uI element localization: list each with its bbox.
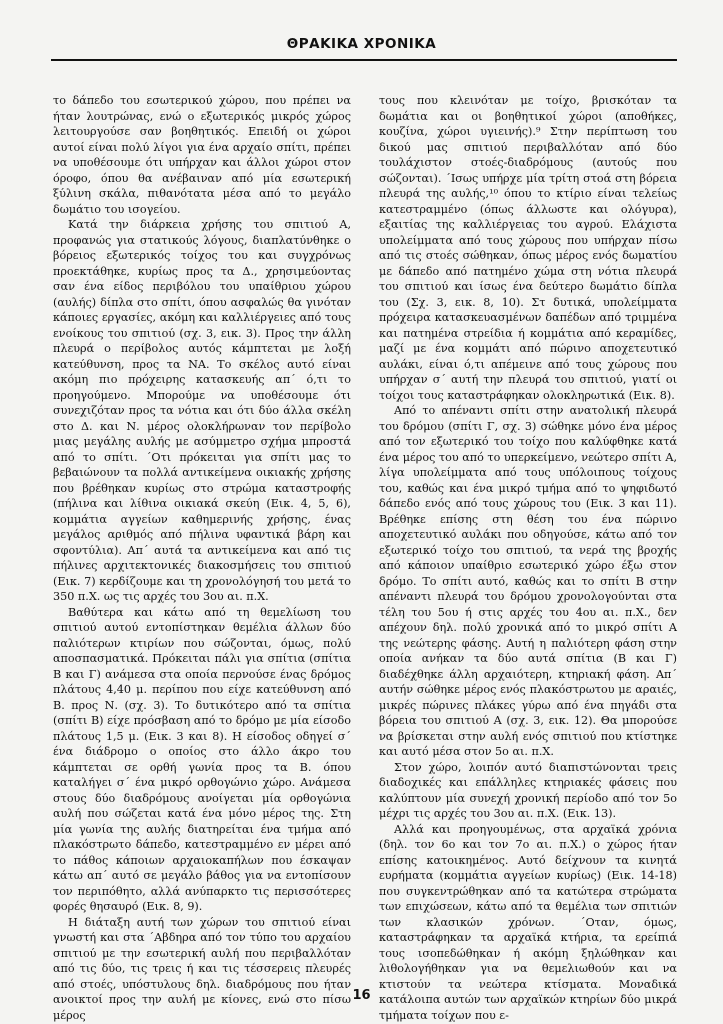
left-column	[53, 93, 351, 1022]
paragraph: Κατά την διάρκεια χρήσης του σπιτιού Α, προφανώς για στατικούς λόγους, διαπλατύνθηκε ο βόρειος εξωτερικός τοίχος του και συγχρόνως προεκτάθηκε, κυρίως προς τα Δ., χρησιμεύοντας σαν ένα είδος περιβόλου του υπαίθριου χώρου (αυλής) δίπλα στο σπίτι, όπου ασφαλώς θα γινόταν κάποιες εργασίες, ακόμη και καλλιέργειες από τους ενοίκους του σπιτιού (σχ. 3, εικ. 3). Προς την άλλη πλευρά ο περίβολος αυτός κάμπτεται με λοξή κατεύθυνση, προς τα ΝΑ. Το σκέλος αυτό είναι ακόμη πιο πρόχειρης κατασκευής απ΄ ό,τι το προηγούμενο. Μπορούμε να υποθέσουμε ότι συνεχιζόταν προς τα νότια και ότι δύο άλλα σκέλη στο Δ. και Ν. μέρος ολοκλήρωναν τον περίβολο μιας μεγάλης αυλής με ασύμμετρο σχήμα μπροστά από το σπίτι. ΄Οτι πρόκειται για σπίτι μας το βεβαιώνουν τα πολλά αντικείμενα οικιακής χρήσης που βρέθηκαν κυρίως στο στρώμα καταστροφής (πήλινα και λίθινα οικιακά σκεύη (Εικ. 4, 5, 6), κομμάτια αγγείων καθημερινής χρήσης, ένας μεγάλος αριθμός από πήλινα υφαντικά βάρη και σφοντύλια). Απ΄ αυτά τα αντικείμενα και από τις πήλινες αρχιτεκτονικές διακοσμήσεις του σπιτιού (Εικ. 7) κερδίζουμε και τη χρονολόγησή του μετά το 350 π.Χ. ως τις αρχές του 3ου αι. π.Χ.	[53, 218, 351, 603]
paragraph: Η διάταξη αυτή των χώρων του σπιτιού είναι γνωστή και στα ΄Αβδηρα από τον τύπο του αρχαίου σπιτιού με την εσωτερική αυλή που περιβαλλόταν από τις δύο, τις τρεις ή και τις τέσσερεις πλευρές από στοές, υπόστυλους δηλ. διαδρόμους που ήταν ανοικτοί προς την αυλή με κίονες, ενώ στο πίσω μέρος	[53, 915, 351, 1022]
paragraph: το δάπεδο του εσωτερικού χώρου, που πρέπει να ήταν λουτρώνας, ενώ ο εξωτερικός μικρός χώρος λειτουργούσε σαν βοηθητικός. Επειδή οι χώροι αυτοί είναι πολύ λίγοι για ένα αρχαίο σπίτι, πρέπει να υποθέσουμε ότι υπήρχαν και άλλοι χώροι στον όροφο, όπου θα ανέβαιναν από μία εσωτερική ξύλινη σκάλα, πιθανότατα μέσα από το μεγάλο δωμάτιο του ισογείου.	[53, 94, 351, 216]
paragraph: τους που κλεινόταν με τοίχο, βρισκόταν τα δωμάτια και οι βοηθητικοί χώροι (αποθήκες, κουζίνα, χώροι υγιεινής).⁹ Στην περίπτωση του δικού μας σπιτιού περιβαλλόταν από δύο τουλάχιστον στοές-διαδρόμους (αυτούς που σώζονται). ΄Ισως υπήρχε μία τρίτη στοά στη βόρεια πλευρά της αυλής,¹⁰ όπου το κτίριο είναι τελείως κατεστραμμένο (όπως άλλωστε και ολόγυρα), εξαιτίας της καλλιέργειας του αγρού. Ελάχιστα υπολείμματα από τους χώρους που υπήρχαν πίσω από τις στοές σώθηκαν, όπως μέρος ενός δωματίου με δάπεδο από πατημένο χώμα στη νότια πλευρά του σπιτιού και ίσως ένα δεύτερο δωμάτιο δίπλα του (Σχ. 3, εικ. 8, 10). Στ δυτικά, υπολείμματα πρόχειρα κατασκευασμένων δαπέδων από τριμμένα και πατημένα στρείδια ή κομμάτια από κεραμίδες, μαζί με ένα κομμάτι από πώρινο αποχετευτικό αυλάκι, είναι ό,τι απέμεινε από τους χώρους που υπήρχαν σ΄ αυτή την πλευρά του σπιτιού, γιατί οι τοίχοι τους καταστράφηκαν ολοκληρωτικά (Εικ. 8).	[379, 94, 677, 402]
paragraph: Στον χώρο, λοιπόν αυτό διαπιστώνονται τρεις διαδοχικές και επάλληλες κτηριακές φάσεις που καλύπτουν μία συνεχή χρονική περίοδο από τον 5ο μέχρι τις αρχές του 3ου αι. π.Χ. (Εικ. 13).	[379, 760, 677, 820]
running-header: ΘΡΑΚΙΚΑ ΧΡΟΝΙΚΑ	[286, 36, 437, 52]
header-rule	[51, 59, 677, 61]
paragraph: Αλλά και προηγουμένως, στα αρχαϊκά χρόνια (δηλ. τον 6ο και τον 7ο αι. π.Χ.) ο χώρος ήταν επίσης κατοικημένος. Αυτό δείχνουν τα κινητά ευρήματα (κομμάτια αγγείων κυρίως) (Εικ. 14-18) που συγκεντρώθηκαν από τα κατώτερα στρώματα των επιχώσεων, κάτω από τα θεμέλια των σπιτιών των κλασικών χρόνων. ΄Οταν, όμως, καταστράφηκαν τα αρχαϊκά κτήρια, τα ερείπιά τους ισοπεδώθηκαν ή ακόμη ξηλώθηκαν και λιθολογήθηκαν για να θεμελιωθούν και να κτιστούν τα νεώτερα κτίσματα. Μοναδικά κατάλοιπα αυτών των αρχαϊκών κτηρίων δύο μικρά τμήματα τοίχων που ε-	[379, 822, 677, 1022]
right-column	[379, 93, 678, 1022]
page-number: 16	[352, 988, 371, 1003]
paragraph: Από το απέναντι σπίτι στην ανατολική πλευρά του δρόμου (σπίτι Γ, σχ. 3) σώθηκε μόνο ένα μέρος από τον εξωτερικό του τοίχο που καλύφθηκε κατά ένα μέρος του από το υπερκείμενο, νεώτερο σπίτι Α, λίγα υπολείμματα από τους υπόλοιπους τοίχους του, καθώς και ένα μικρό τμήμα από το ψηφιδωτό δάπεδο ενός από τους χώρους του (Εικ. 3 και 11). Βρέθηκε επίσης στη θέση του ένα πώρινο αποχετευτικό αυλάκι που οδηγούσε, κάτω από τον εξωτερικό τοίχο του σπιτιού, τα νερά της βροχής από κάποιον υπαίθριο εσωτερικό χώρο έξω στον δρόμο. Το σπίτι αυτό, καθώς και το σπίτι Β στην απέναντι πλευρά του δρόμου χρονολογούνται στα τέλη του 5ου ή στις αρχές του 4ου αι. π.Χ., δεν απέχουν δηλ. πολύ χρονικά από το μικρό σπίτι Α της νεώτερης φάσης. Αυτή η παλιότερη φάση στην οποία ανήκαν τα δύο αυτά σπίτια (Β και Γ) διαδέχθηκε άλλη αρχαιότερη, κτηριακή φάση. Απ΄ αυτήν σώθηκε μέρος ενός πλακόστρωτου με αραιές, μικρές πώρινες πλάκες γύρω από ένα πηγάδι στα βόρεια του σπιτιού Α (σχ. 3, εικ. 12). Θα μπορούσε να βρίσκεται στην αυλή ενός σπιτιού που κτίστηκε και αυτό μέσα στον 5ο αι. π.Χ.	[379, 404, 678, 758]
paragraph: Βαθύτερα και κάτω από τη θεμελίωση του σπιτιού αυτού εντοπίστηκαν θεμέλια άλλων δύο παλιότερων κτιρίων που σώζονται, όμως, πολύ αποσπασματικά. Πρόκειται πάλι για σπίτια (σπίτια Β και Γ) ανάμεσα στα οποία περνούσε ένας δρόμος πλάτους 4,40 μ. περίπου που είχε κατεύθυνση από Β. προς Ν. (σχ. 3). Το δυτικότερο από τα σπίτια (σπίτι Β) είχε πρόσβαση από το δρόμο με μία είσοδο πλάτους 1,5 μ. (Εικ. 3 και 8). Η είσοδος οδηγεί σ΄ ένα διάδρομο ο οποίος στο άλλο άκρο του κάμπτεται σε ορθή γωνία προς τα Β. όπου καταλήγει σ΄ ένα μικρό ορθογώνιο χώρο. Ανάμεσα στους δύο διαδρόμους ανοίγεται μία ορθογώνια αυλή που σώζεται κατά ένα μόνο μέρος της. Στη μία γωνία της αυλής διατηρείται ένα τμήμα από πλακόστρωτο δάπεδο, κατεστραμμένο εν μέρει από το πάθος κάποιων αρχαιοκαπήλων που έσκαψαν κάτω απ΄ αυτό σε μεγάλο βάθος για να εντοπίσουν τον περιπόθητο, αλλά ανύπαρκτο τις περισσότερες φορές θησαυρό (Εικ. 8, 9).	[53, 605, 351, 913]
